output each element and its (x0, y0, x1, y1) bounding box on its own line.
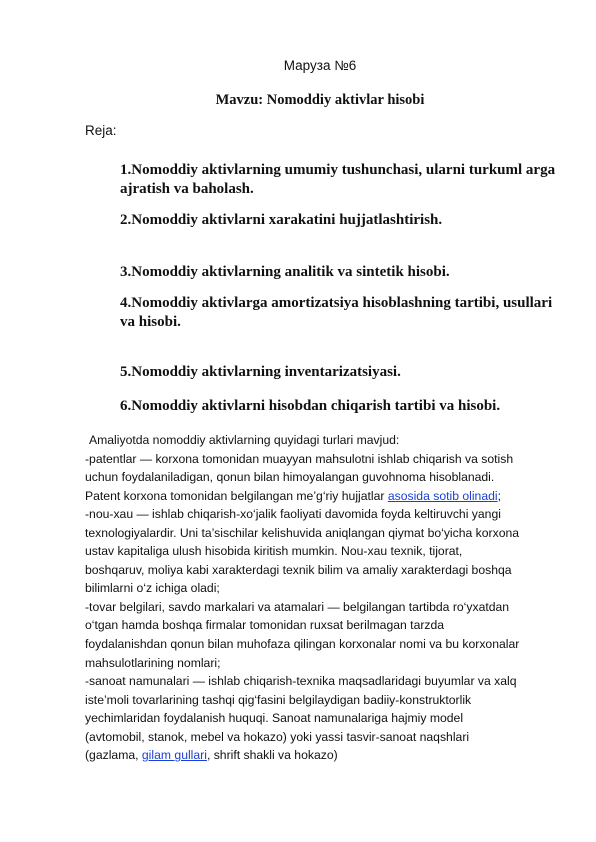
body-line: yechimlaridan foydalanish huquqi. Sanoat namunalariga hajmiy model (85, 711, 464, 726)
body-line: bilimlarni o‘z ichiga oladi; (85, 581, 220, 596)
body-text-span: ; (497, 488, 501, 503)
body-line: uchun foydalaniladigan, qonun bilan himoyalangan guvohnoma hisoblanadi. (85, 470, 495, 485)
body-line (85, 746, 565, 765)
link-asosida-sotib-olinadi[interactable]: asosida sotib olinadi (387, 488, 498, 503)
plan-item-2: 2.Nomoddiy aktivlarni xarakatini hujjatlashtirish. (120, 212, 443, 228)
link-gilam-gullari[interactable]: gilam gullari (141, 748, 207, 763)
body-line: foydalanishdan qonun bilan muhofaza qilingan korxonalar nomi va bu korxonalar (85, 637, 520, 652)
body-text-span: Patent korxona tomonidan belgilangan me’g‘riy hujjatlar (85, 488, 388, 503)
lecture-title: Маруза №6 (283, 58, 357, 73)
body-line: -patentlar — korxona tomonidan muayyan mahsulotni ishlab chiqarish va sotish (85, 451, 514, 466)
plan-label: Reja: (85, 123, 117, 138)
body-line: iste’moli tovarlarining tashqi qig‘fasini belgilaydigan badiiy-konstruktorlik (85, 692, 472, 707)
plan-item-6: 6.Nomoddiy aktivlarni hisobdan chiqarish tartibi va hisobi. (120, 398, 501, 414)
body-paragraph (85, 431, 565, 765)
body-line: mahsulotlarining nomlari; (85, 655, 221, 670)
body-text-span: , shrift shakli va hokazo) (206, 748, 338, 763)
plan-item-5: 5.Nomoddiy aktivlarning inventarizatsiyasi. (120, 364, 401, 380)
body-line: -sanoat namunalari — ishlab chiqarish-texnika maqsadlaridagi buyumlar va xalq (85, 674, 517, 689)
body-line: ustav kapitaliga ulush hisobida kiritish mumkin. Nou-xau texnik, tijorat, (85, 544, 463, 559)
plan-item-3: 3.Nomoddiy aktivlarning analitik va sintetik hisobi. (120, 264, 450, 280)
topic-heading: Mavzu: Nomoddiy aktivlar hisobi (215, 92, 425, 108)
body-line: boshqaruv, moliya kabi xarakterdagi texnik bilim va amaliy xarakterdagi boshqa (85, 562, 512, 577)
body-line (85, 487, 565, 506)
body-line: o‘tgan hamda boshqa firmalar tomonidan ruxsat berilmagan tarzda (85, 618, 445, 633)
body-text-span: (gazlama, (85, 748, 142, 763)
plan-item-4: 4.Nomoddiy aktivlarga amortizatsiya hisoblashning tartibi, usullari va hisobi. (120, 295, 553, 330)
body-line: texnologiyalardir. Uni ta’sischilar kelishuvida aniqlangan qiymat bo‘yicha korxona (85, 525, 520, 540)
plan-item-1: 1.Nomoddiy aktivlarning umumiy tushunchasi, ularni turkuml arga ajratish va baholash. (120, 162, 556, 197)
body-line: -tovar belgilari, savdo markalari va atamalari — belgilangan tartibda ro‘yxatdan (85, 599, 510, 614)
body-line: (avtomobil, stanok, mebel va hokazo) yoki yassi tasvir-sanoat naqshlari (85, 729, 470, 744)
body-line: Amaliyotda nomoddiy aktivlarning quyidagi turlari mavjud: (89, 433, 400, 447)
body-line: -nou-xau — ishlab chiqarish-xo‘jalik faoliyati davomida foyda keltiruvchi yangi (85, 507, 501, 522)
